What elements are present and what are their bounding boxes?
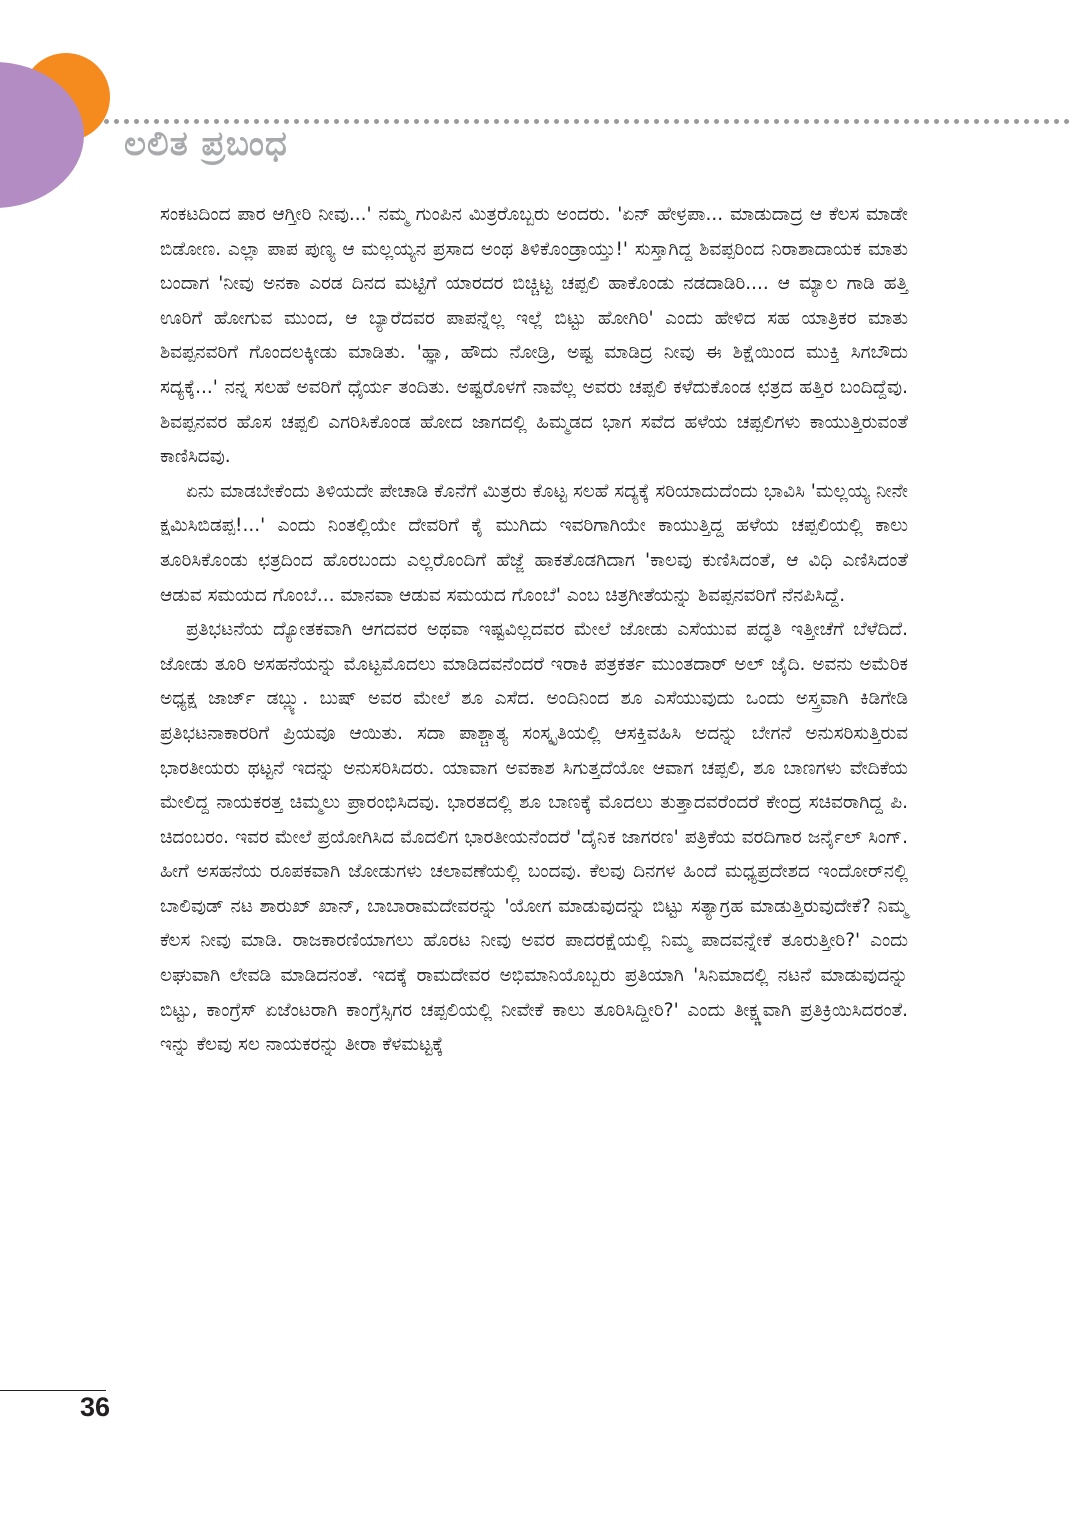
paragraph-2: ಏನು ಮಾಡಬೇಕೆಂದು ತಿಳಿಯದೇ ಪೇಚಾಡಿ ಕೊನೆಗೆ ಮಿತ್ರರು ಕೊಟ್ಟ ಸಲಹೆ ಸದ್ಯಕ್ಕೆ ಸರಿಯಾದುದೆಂದು ಭಾವಿಸಿ 'ಮಲ್ಲಯ್ಯ ನೀನೇ ಕ್ಷಮಿಸಿಬಿಡಪ್ಪ!...' ಎಂದು ನಿಂತಲ್ಲಿಯೇ ದೇವರಿಗೆ ಕೈ ಮುಗಿದು ಇವರಿಗಾಗಿಯೇ ಕಾಯುತ್ತಿದ್ದ ಹಳೆಯ ಚಪ್ಪಲಿಯಲ್ಲಿ ಕಾಲು ತೂರಿಸಿಕೊಂಡು ಛತ್ರದಿಂದ ಹೊರಬಂದು ಎಲ್ಲರೊಂದಿಗೆ ಹೆಜ್ಜೆ ಹಾಕತೊಡಗಿದಾಗ 'ಕಾಲವು ಕುಣಿಸಿದಂತೆ, ಆ ವಿಧಿ ಎಣಿಸಿದಂತೆ ಆಡುವ ಸಮಯದ ಗೊಂಬೆ... ಮಾನವಾ ಆಡುವ ಸಮಯದ ಗೊಂಬೆ' ಎಂಬ ಚಿತ್ರಗೀತೆಯನ್ನು ಶಿವಪ್ಪನವರಿಗೆ ನೆನಪಿಸಿದ್ದೆ.	[160, 480, 908, 606]
page-number: 36	[80, 1392, 111, 1422]
paragraph-3: ಪ್ರತಿಭಟನೆಯ ದ್ಯೋತಕವಾಗಿ ಆಗದವರ ಅಥವಾ ಇಷ್ಟವಿಲ್ಲದವರ ಮೇಲೆ ಜೋಡು ಎಸೆಯುವ ಪದ್ಧತಿ ಇತ್ತೀಚೆಗೆ ಬೆಳೆದಿದೆ. ಜೋಡು ತೂರಿ ಅಸಹನೆಯನ್ನು ಮೊಟ್ಟಮೊದಲು ಮಾಡಿದವನೆಂದರೆ ಇರಾಕಿ ಪತ್ರಕರ್ತ ಮುಂತದಾರ್ ಅಲ್ ಜೈದಿ. ಅವನು ಅಮೆರಿಕ ಅಧ್ಯಕ್ಷ ಜಾರ್ಜ್ ಡಬ್ಲ್ಯು. ಬುಷ್ ಅವರ ಮೇಲೆ ಶೂ ಎಸೆದ. ಅಂದಿನಿಂದ ಶೂ ಎಸೆಯುವುದು ಒಂದು ಅಸ್ತ್ರವಾಗಿ ಕಿಡಿಗೇಡಿ ಪ್ರತಿಭಟನಾಕಾರರಿಗೆ ಪ್ರಿಯವೂ ಆಯಿತು. ಸದಾ ಪಾಶ್ಚಾತ್ಯ ಸಂಸ್ಕೃತಿಯಲ್ಲಿ ಆಸಕ್ತಿವಹಿಸಿ ಅದನ್ನು ಬೇಗನೆ ಅನುಸರಿಸುತ್ತಿರುವ ಭಾರತೀಯರು ಥಟ್ಟನೆ ಇದನ್ನು ಅನುಸರಿಸಿದರು. ಯಾವಾಗ ಅವಕಾಶ ಸಿಗುತ್ತದೆಯೋ ಆವಾಗ ಚಪ್ಪಲಿ, ಶೂ ಬಾಣಗಳು ವೇದಿಕೆಯ ಮೇಲಿದ್ದ ನಾಯಕರತ್ತ ಚಿಮ್ಮಲು ಪ್ರಾರಂಭಿಸಿದವು. ಭಾರತದಲ್ಲಿ ಶೂ ಬಾಣಕ್ಕೆ ಮೊದಲು ತುತ್ತಾದವರೆಂದರೆ ಕೇಂದ್ರ ಸಚಿವರಾಗಿದ್ದ ಪಿ. ಚಿದಂಬರಂ. ಇವರ ಮೇಲೆ ಪ್ರಯೋಗಿಸಿದ ಮೊದಲಿಗ ಭಾರತೀಯನೆಂದರೆ 'ದೈನಿಕ ಜಾಗರಣ' ಪತ್ರಿಕೆಯ ವರದಿಗಾರ ಜರ್ನೈಲ್ ಸಿಂಗ್. ಹೀಗೆ ಅಸಹನೆಯ ರೂಪಕವಾಗಿ ಜೋಡುಗಳು ಚಲಾವಣೆಯಲ್ಲಿ ಬಂದವು. ಕೆಲವು ದಿನಗಳ ಹಿಂದೆ ಮಧ್ಯಪ್ರದೇಶದ ಇಂದೋರ್‌ನಲ್ಲಿ ಬಾಲಿವುಡ್ ನಟ ಶಾರುಖ್ ಖಾನ್, ಬಾಬಾರಾಮದೇವರನ್ನು 'ಯೋಗ ಮಾಡುವುದನ್ನು ಬಿಟ್ಟು ಸತ್ಯಾಗ್ರಹ ಮಾಡುತ್ತಿರುವುದೇಕೆ? ನಿಮ್ಮ ಕೆಲಸ ನೀವು ಮಾಡಿ. ರಾಜಕಾರಣಿಯಾಗಲು ಹೊರಟ ನೀವು ಅವರ ಪಾದರಕ್ಷೆಯಲ್ಲಿ ನಿಮ್ಮ ಪಾದವನ್ನೇಕೆ ತೂರುತ್ತೀರಿ?' ಎಂದು ಲಘುವಾಗಿ ಲೇವಡಿ ಮಾಡಿದನಂತೆ. ಇದಕ್ಕೆ ರಾಮದೇವರ ಅಭಿಮಾನಿಯೊಬ್ಬರು ಪ್ರತಿಯಾಗಿ 'ಸಿನಿಮಾದಲ್ಲಿ ನಟನೆ ಮಾಡುವುದನ್ನು ಬಿಟ್ಟು, ಕಾಂಗ್ರೆಸ್ ಏಜೆಂಟರಾಗಿ ಕಾಂಗ್ರೆಸ್ಸಿಗರ ಚಪ್ಪಲಿಯಲ್ಲಿ ನೀವೇಕೆ ಕಾಲು ತೂರಿಸಿದ್ದೀರಿ?' ಎಂದು ತೀಕ್ಷ್ಣವಾಗಿ ಪ್ರತಿಕ್ರಿಯಿಸಿದರಂತೆ. ಇನ್ನು ಕೆಲವು ಸಲ ನಾಯಕರನ್ನು ತೀರಾ ಕೆಳಮಟ್ಟಕ್ಕೆ	[160, 619, 908, 1056]
paragraph-1: ಸಂಕಟದಿಂದ ಪಾರ ಆಗ್ತೀರಿ ನೀವು...' ನಮ್ಮ ಗುಂಪಿನ ಮಿತ್ರರೊಬ್ಬರು ಅಂದರು. 'ಏನ್ ಹೇಳ್ರಪಾ... ಮಾಡುದಾದ್ರ ಆ ಕೆಲಸ ಮಾಡೇ ಬಿಡೋಣ. ಎಲ್ಲಾ ಪಾಪ ಪುಣ್ಯ ಆ ಮಲ್ಲಯ್ಯನ ಪ್ರಸಾದ ಅಂಥ ತಿಳಿಕೊಂಡ್ರಾಯ್ತು!' ಸುಸ್ತಾಗಿದ್ದ ಶಿವಪ್ಪರಿಂದ ನಿರಾಶಾದಾಯಕ ಮಾತು ಬಂದಾಗ 'ನೀವು ಅನಕಾ ಎರಡ ದಿನದ ಮಟ್ಟಿಗೆ ಯಾರದರ ಬಿಚ್ಚಿಟ್ಟ ಚಪ್ಪಲಿ ಹಾಕೊಂಡು ನಡದಾಡಿರಿ.... ಆ ಮ್ಯಾಲ ಗಾಡಿ ಹತ್ತಿ ಊರಿಗೆ ಹೋಗುವ ಮುಂದ, ಆ ಬ್ಯಾರೆದವರ ಪಾಪನ್ನೆಲ್ಲ ಇಲ್ಲೆ ಬಿಟ್ಟು ಹೋಗಿರಿ' ಎಂದು ಹೇಳಿದ ಸಹ ಯಾತ್ರಿಕರ ಮಾತು ಶಿವಪ್ಪನವರಿಗೆ ಗೊಂದಲಕ್ಕೀಡು ಮಾಡಿತು. 'ಹ್ಞಾ, ಹೌದು ನೋಡ್ರಿ, ಅಷ್ಟ ಮಾಡಿದ್ರ ನೀವು ಈ ಶಿಕ್ಷೆಯಿಂದ ಮುಕ್ತಿ ಸಿಗಬೌದು ಸದ್ಯಕ್ಕೆ...' ನನ್ನ ಸಲಹೆ ಅವರಿಗೆ ಧೈರ್ಯ ತಂದಿತು. ಅಷ್ಟರೊಳಗೆ ನಾವೆಲ್ಲ ಅವರು ಚಪ್ಪಲಿ ಕಳೆದುಕೊಂಡ ಛತ್ರದ ಹತ್ತಿರ ಬಂದಿದ್ದೆವು. ಶಿವಪ್ಪನವರ ಹೊಸ ಚಪ್ಪಲಿ ಎಗರಿಸಿಕೊಂಡ ಹೋದ ಜಾಗದಲ್ಲಿ ಹಿಮ್ಮಡದ ಭಾಗ ಸವೆದ ಹಳೆಯ ಚಪ್ಪಲಿಗಳು ಕಾಯುತ್ತಿರುವಂತೆ ಕಾಣಿಸಿದವು.	[160, 204, 908, 468]
footer-rule	[0, 1390, 106, 1391]
body-text	[160, 198, 908, 1063]
section-title: ಲಲಿತ ಪ್ರಬಂಧ	[124, 124, 288, 164]
